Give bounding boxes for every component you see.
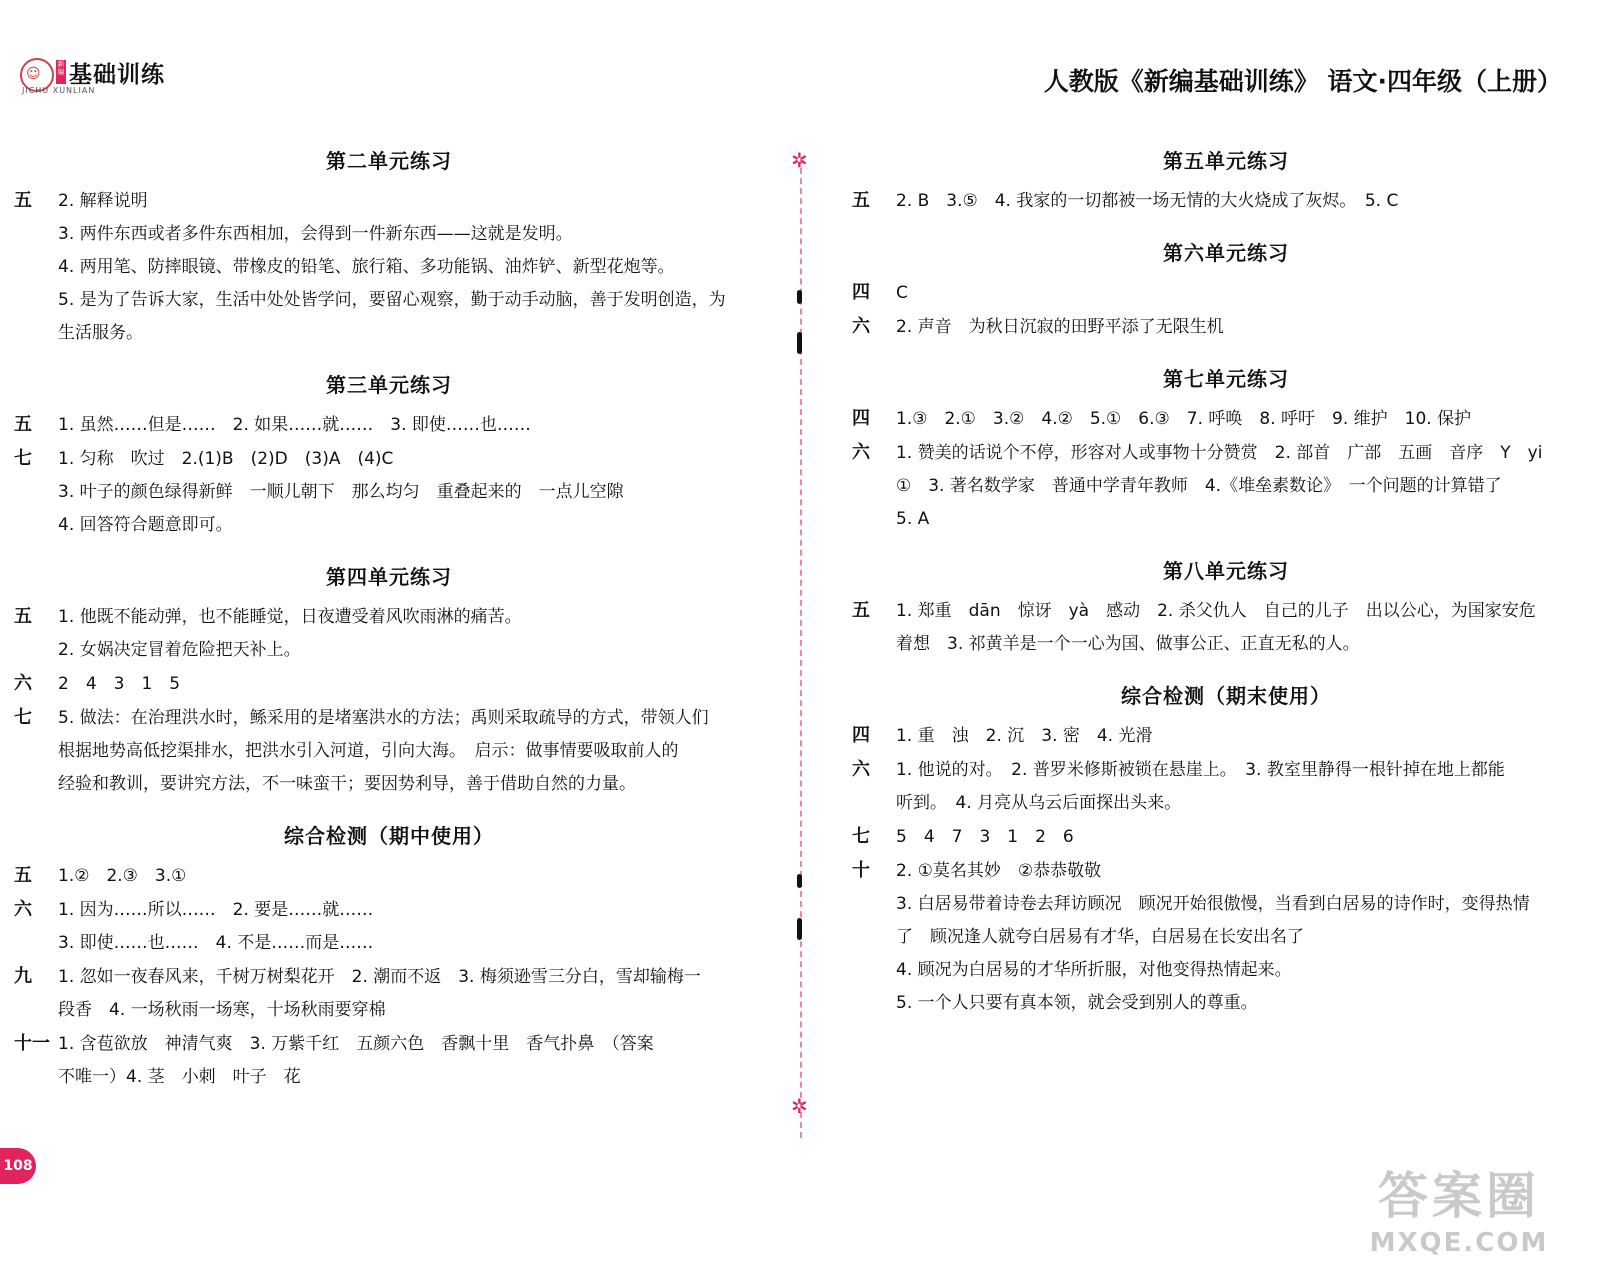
answer-text: 1. 忽如一夜春风来，千树万树梨花开 2. 潮而不返 3. 梅须逊雪三分白，雪却输梅一: [58, 967, 701, 987]
answer-line: [852, 719, 1600, 753]
answer-text: 2. 女娲决定冒着危险把天补上。: [58, 640, 301, 660]
section-title: 第七单元练习: [1163, 367, 1289, 391]
question-number: 六: [852, 316, 870, 337]
answer-text: 1. 匀称 吹过 2.(1)B (2)D (3)A (4)C: [58, 449, 394, 469]
answer-line: [14, 600, 764, 634]
answer-line: [14, 218, 764, 251]
answer-text: 1. 他说的对。 2. 普罗米修斯被锁在悬崖上。 3. 教室里静得一根针掉在地上都能: [896, 760, 1505, 780]
answer-line: [14, 251, 764, 284]
answer-line: [14, 893, 764, 927]
question-number: 五: [14, 606, 32, 627]
question-number: 六: [14, 673, 32, 694]
page-number: 108: [0, 1148, 36, 1184]
column-divider: [800, 158, 802, 1138]
answer-line: [14, 768, 764, 801]
question-number: 七: [852, 826, 870, 847]
answer-line: [852, 402, 1600, 436]
divider-star-icon: ✲: [791, 148, 808, 172]
answer-text: 1. 重 浊 2. 沉 3. 密 4. 光滑: [896, 726, 1153, 746]
answer-line: [14, 701, 764, 735]
watermark-url: MXQE.COM: [1369, 1228, 1549, 1258]
section-title: 第二单元练习: [326, 149, 452, 173]
answer-text: 不唯一）4. 茎 小刺 叶子 花: [58, 1067, 301, 1087]
answer-line: [14, 859, 764, 893]
answer-section: [852, 240, 1600, 344]
answer-text: 3. 两件东西或者多件东西相加，会得到一件新东西——这就是发明。: [58, 224, 573, 244]
answer-text: 2. B 3.⑤ 4. 我家的一切都被一场无情的大火烧成了灰烬。 5. C: [896, 191, 1399, 211]
answer-text: 根据地势高低挖渠排水，把洪水引入河道，引向大海。 启示：做事情要吸取前人的: [58, 741, 679, 761]
book-title: 人教版《新编基础训练》 语文·四年级（上册）: [1043, 67, 1562, 96]
question-number: 六: [852, 442, 870, 463]
answer-text: 1. 他既不能动弹，也不能睡觉，日夜遭受着风吹雨淋的痛苦。: [58, 607, 522, 627]
section-title: 综合检测（期末使用）: [1121, 684, 1331, 708]
answer-section: [14, 148, 764, 350]
section-title: 综合检测（期中使用）: [284, 824, 494, 848]
answer-text: 4. 回答符合题意即可。: [58, 515, 233, 535]
answer-line: [14, 1027, 764, 1061]
answer-section: [14, 372, 764, 542]
question-number: 五: [14, 414, 32, 435]
answer-line: [852, 436, 1600, 470]
question-number: 十一: [14, 1033, 50, 1054]
question-number: 五: [14, 865, 32, 886]
section-title: 第六单元练习: [1163, 241, 1289, 265]
answer-text: 生活服务。: [58, 323, 143, 343]
answer-line: [14, 1061, 764, 1094]
answer-line: [14, 476, 764, 509]
question-number: 九: [14, 966, 32, 987]
answer-text: 1. 郑重 dān 惊讶 yà 感动 2. 杀父仇人 自己的儿子 出以公心，为国家安危: [896, 601, 1536, 621]
question-number: 六: [14, 899, 32, 920]
answer-line: [852, 987, 1600, 1020]
answer-text: 2. ①莫名其妙 ②恭恭敬敬: [896, 861, 1102, 881]
right-column: [852, 148, 1600, 1042]
answer-text: 2. 声音 为秋日沉寂的田野平添了无限生机: [896, 317, 1224, 337]
left-column: [14, 148, 764, 1116]
question-number: 五: [852, 600, 870, 621]
answer-line: [852, 503, 1600, 536]
answer-line: [14, 927, 764, 960]
answer-line: [14, 442, 764, 476]
mascot-face-icon: ☺: [20, 58, 54, 92]
question-number: 四: [852, 408, 870, 429]
answer-text: 2. 解释说明: [58, 191, 148, 211]
binding-mark: [797, 874, 802, 888]
answer-text: ① 3. 著名数学家 普通中学青年教师 4.《堆垒素数论》 一个问题的计算错了: [896, 476, 1502, 496]
answer-line: [14, 184, 764, 218]
answer-text: 5. 一个人只要有真本领，就会受到别人的尊重。: [896, 993, 1258, 1013]
section-title: 第五单元练习: [1163, 149, 1289, 173]
question-number: 七: [14, 707, 32, 728]
answer-text: 5. 做法：在治理洪水时，鲧采用的是堵塞洪水的方法；禹则采取疏导的方式，带领人们: [58, 708, 709, 728]
answer-text: 1. 虽然……但是…… 2. 如果……就…… 3. 即使……也……: [58, 415, 531, 435]
answer-section: [852, 366, 1600, 536]
answer-line: [14, 994, 764, 1027]
watermark-logo: [1354, 1156, 1564, 1266]
answer-line: [852, 184, 1600, 218]
answer-text: 3. 叶子的颜色绿得新鲜 一顺儿朝下 那么均匀 重叠起来的 一点儿空隙: [58, 482, 624, 502]
answer-line: [852, 820, 1600, 854]
answer-text: 3. 白居易带着诗卷去拜访顾况 顾况开始很傲慢，当看到白居易的诗作时，变得热情: [896, 894, 1530, 914]
binding-mark: [797, 918, 802, 940]
question-number: 六: [852, 759, 870, 780]
answer-text: 5. A: [896, 509, 930, 529]
logo-title: 基础训练: [69, 62, 165, 88]
answer-line: [14, 509, 764, 542]
answer-line: [852, 310, 1600, 344]
answer-line: [14, 408, 764, 442]
answer-text: 4. 顾况为白居易的才华所折服，对他变得热情起来。: [896, 960, 1292, 980]
answer-text: 听到。 4. 月亮从乌云后面探出头来。: [896, 793, 1182, 813]
answer-line: [14, 960, 764, 994]
section-title: 第四单元练习: [326, 565, 452, 589]
answer-line: [852, 888, 1600, 921]
series-logo: [14, 52, 174, 102]
answer-line: [14, 634, 764, 667]
divider-star-icon: ✲: [791, 1094, 808, 1118]
answer-line: [852, 954, 1600, 987]
answer-text: 4. 两用笔、防摔眼镜、带橡皮的铅笔、旅行箱、多功能锅、油炸铲、新型花炮等。: [58, 257, 675, 277]
answer-line: [14, 317, 764, 350]
answer-text: 1.③ 2.① 3.② 4.② 5.① 6.③ 7. 呼唤 8. 呼吁 9. 维护 10. 保护: [896, 409, 1472, 429]
answer-text: 了 顾况逢人就夸白居易有才华，白居易在长安出名了: [896, 927, 1304, 947]
answer-line: [852, 594, 1600, 628]
watermark-text: 答案圈: [1378, 1167, 1540, 1225]
answer-text: 1. 赞美的话说个不停，形容对人或事物十分赞赏 2. 部首 广部 五画 音序 Y yi: [896, 443, 1543, 463]
binding-mark: [797, 290, 802, 304]
answer-text: 段香 4. 一场秋雨一场寒，十场秋雨要穿棉: [58, 1000, 386, 1020]
question-number: 五: [852, 190, 870, 211]
question-number: 四: [852, 282, 870, 303]
page-header: [0, 0, 1600, 110]
answer-line: [14, 735, 764, 768]
answer-line: [852, 753, 1600, 787]
answer-text: 2 4 3 1 5: [58, 674, 181, 694]
question-number: 十: [852, 860, 870, 881]
section-title: 第八单元练习: [1163, 559, 1289, 583]
question-number: 五: [14, 190, 32, 211]
answer-text: 1.② 2.③ 3.①: [58, 866, 187, 886]
answer-text: 5. 是为了告诉大家，生活中处处皆学问，要留心观察，勤于动手动脑，善于发明创造，为: [58, 290, 726, 310]
question-number: 七: [14, 448, 32, 469]
answer-section: [852, 148, 1600, 218]
logo-subtitle: JICHU XUNLIAN: [22, 86, 96, 95]
answer-section: [852, 558, 1600, 661]
binding-mark: [797, 332, 802, 354]
answer-section: [852, 683, 1600, 1020]
answer-text: 3. 即使……也…… 4. 不是……而是……: [58, 933, 374, 953]
answer-text: 1. 含苞欲放 神清气爽 3. 万紫千红 五颜六色 香飘十里 香气扑鼻 （答案: [58, 1034, 654, 1054]
answer-line: [852, 921, 1600, 954]
answer-line: [852, 787, 1600, 820]
answer-text: 5 4 7 3 1 2 6: [896, 827, 1074, 847]
answer-text: C: [896, 283, 908, 303]
answer-line: [14, 284, 764, 317]
answer-section: [14, 564, 764, 801]
answer-line: [14, 667, 764, 701]
answer-line: [852, 854, 1600, 888]
answer-text: 经验和教训，要讲究方法，不一味蛮干；要因势利导，善于借助自然的力量。: [58, 774, 636, 794]
answer-text: 着想 3. 祁黄羊是一个一心为国、做事公正、正直无私的人。: [896, 634, 1360, 654]
answer-line: [852, 628, 1600, 661]
section-title: 第三单元练习: [326, 373, 452, 397]
answer-line: [852, 470, 1600, 503]
answer-text: 1. 因为……所以…… 2. 要是……就……: [58, 900, 374, 920]
answer-section: [14, 823, 764, 1094]
answer-line: [852, 276, 1600, 310]
question-number: 四: [852, 725, 870, 746]
logo-tag: 新编: [56, 60, 66, 84]
